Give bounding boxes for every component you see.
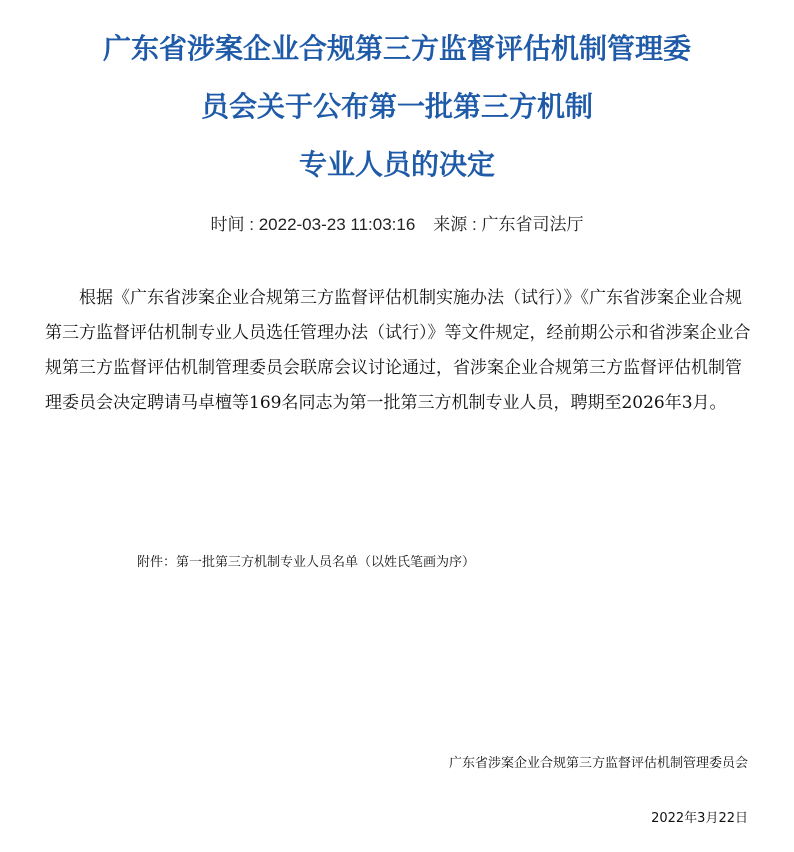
issuer-signature: 广东省涉案企业合规第三方监督评估机制管理委员会: [448, 756, 748, 771]
body-paragraph: 根据《广东省涉案企业合规第三方监督评估机制实施办法（试行）》《广东省涉案企业合规第三方监督评估机制专业人员选任管理办法（试行）》等文件规定，经前期公示和省涉案企业合规第三方监督评估机制管理委员会联席会议讨论通过，省涉案企业合规第三方监督评估机制管理委员会决定聘请马卓檀等169名同志为第一批第三方机制专业人员，聘期至2026年3月。: [45, 288, 751, 413]
article-meta: [0, 212, 794, 238]
attachment-link[interactable]: 附件：第一批第三方机制专业人员名单（以姓氏笔画为序）: [137, 555, 476, 570]
title-line-3: 专业人员的决定: [298, 148, 495, 181]
title-line-2: 员会关于公布第一批第三方机制: [200, 90, 593, 123]
page-title: [30, 20, 764, 194]
publish-time: 时间 : 2022-03-23 11:03:16: [210, 215, 416, 234]
article-source: 来源 : 广东省司法厅: [433, 215, 584, 234]
issue-date: 2022年3月22日: [651, 811, 748, 826]
title-line-1: 广东省涉案企业合规第三方监督评估机制管理委: [102, 32, 691, 65]
